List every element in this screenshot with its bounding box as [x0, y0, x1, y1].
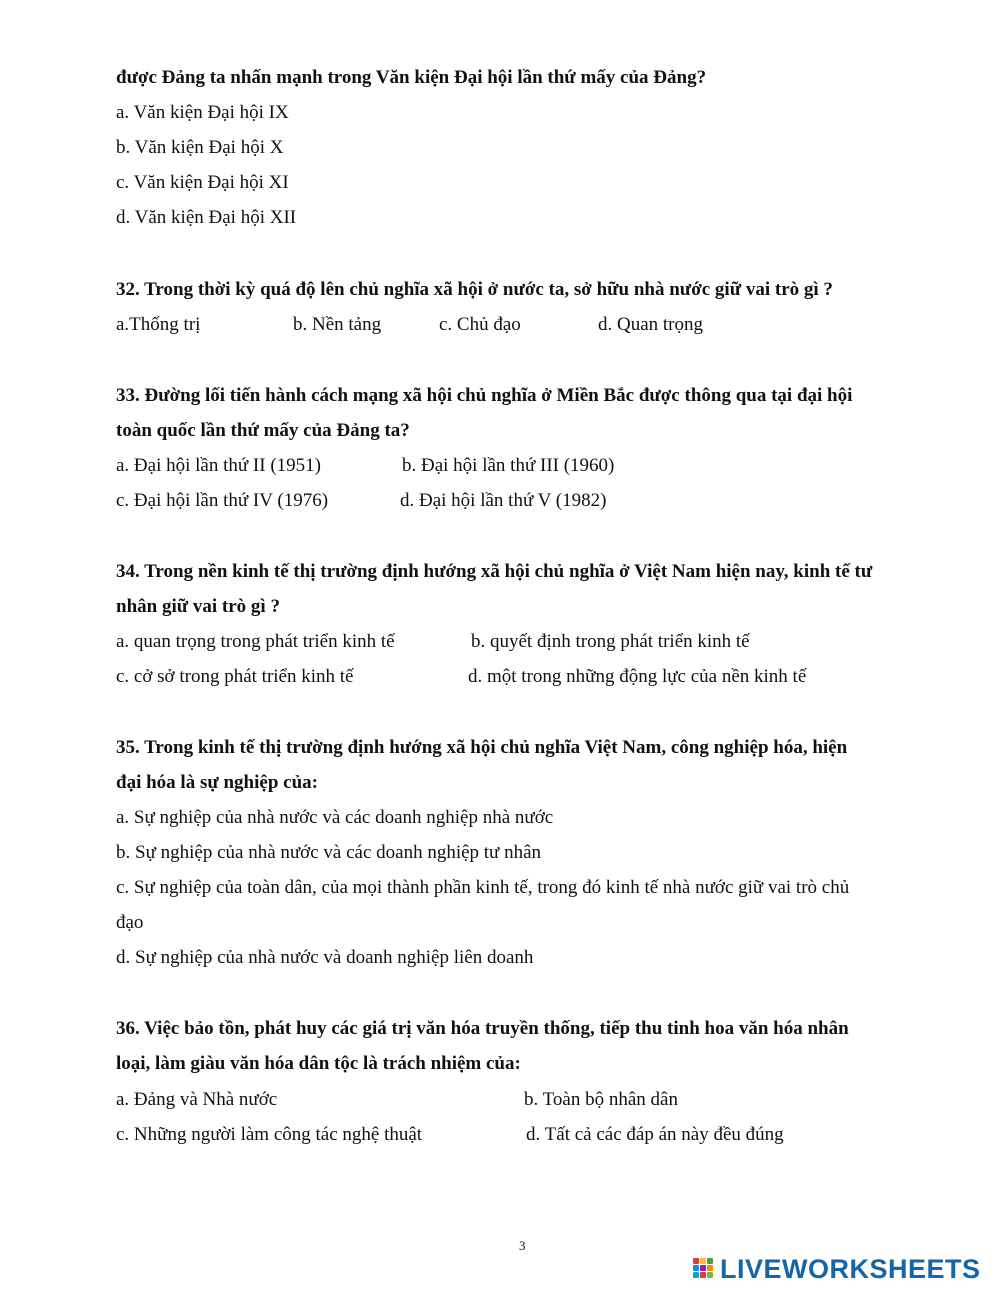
q33-stem-line1: 33. Đường lối tiến hành cách mạng xã hội chủ nghĩa ở Miền Bắc được thông qua tại đại hội	[116, 385, 853, 406]
q31-stem: được Đảng ta nhấn mạnh trong Văn kiện Đại hội lần thứ mấy của Đảng?	[116, 67, 707, 88]
q34-option-c: c. cở sở trong phát triển kinh tế	[116, 666, 354, 687]
q36-option-b: b. Toàn bộ nhân dân	[524, 1089, 678, 1110]
q36-option-a: a. Đảng và Nhà nước	[116, 1089, 278, 1110]
q31-option-c: c. Văn kiện Đại hội XI	[116, 172, 289, 193]
liveworksheets-logo[interactable]	[693, 1254, 981, 1284]
q34-option-d: d. một trong những động lực của nền kinh tế	[468, 666, 807, 687]
q36-stem-line1: 36. Việc bảo tồn, phát huy các giá trị văn hóa truyền thống, tiếp thu tinh hoa văn hóa nhân	[116, 1018, 849, 1039]
q36-option-c: c. Những người làm công tác nghệ thuật	[116, 1124, 423, 1145]
page-number: 3	[519, 1238, 526, 1253]
q32-option-b: b. Nền tảng	[293, 314, 382, 335]
q32-option-d: d. Quan trọng	[598, 314, 704, 335]
q34-stem-line1: 34. Trong nền kinh tế thị trường định hướng xã hội chủ nghĩa ở Việt Nam hiện nay, kinh tế tư	[116, 561, 873, 582]
q32-option-c: c. Chủ đạo	[439, 314, 521, 335]
q31-option-b: b. Văn kiện Đại hội X	[116, 137, 284, 158]
q35-option-a: a. Sự nghiệp của nhà nước và các doanh nghiệp nhà nước	[116, 807, 554, 828]
q36-stem-line2: loại, làm giàu văn hóa dân tộc là trách nhiệm của:	[116, 1053, 521, 1074]
q34-option-b: b. quyết định trong phát triển kinh tế	[471, 631, 750, 652]
q33-option-d: d. Đại hội lần thứ V (1982)	[400, 490, 607, 511]
q35-option-b: b. Sự nghiệp của nhà nước và các doanh nghiệp tư nhân	[116, 842, 542, 863]
q33-option-a: a. Đại hội lần thứ II (1951)	[116, 455, 321, 476]
q35-stem-line1: 35. Trong kinh tế thị trường định hướng xã hội chủ nghĩa Việt Nam, công nghiệp hóa, hiện	[116, 737, 848, 758]
logo-text: LIVEWORKSHEETS	[720, 1253, 981, 1284]
q36-option-d: d. Tất cả các đáp án này đều đúng	[526, 1124, 784, 1145]
q35-option-c-line2: đạo	[116, 912, 144, 933]
q32-option-a: a.Thống trị	[116, 314, 201, 335]
q33-option-b: b. Đại hội lần thứ III (1960)	[402, 455, 615, 476]
q35-stem-line2: đại hóa là sự nghiệp của:	[116, 772, 318, 793]
q34-stem-line2: nhân giữ vai trò gì ?	[116, 596, 280, 617]
q33-stem-line2: toàn quốc lần thứ mấy của Đảng ta?	[116, 420, 410, 441]
q35-option-c-line1: c. Sự nghiệp của toàn dân, của mọi thành phần kinh tế, trong đó kinh tế nhà nước giữ vai trò chủ	[116, 877, 850, 898]
q34-option-a: a. quan trọng trong phát triển kinh tế	[116, 631, 395, 652]
liveworksheets-grid-icon	[693, 1258, 715, 1280]
q31-option-a: a. Văn kiện Đại hội IX	[116, 102, 289, 123]
q35-option-d: d. Sự nghiệp của nhà nước và doanh nghiệp liên doanh	[116, 947, 534, 968]
q32-stem: 32. Trong thời kỳ quá độ lên chủ nghĩa xã hội ở nước ta, sở hữu nhà nước giữ vai trò gì ?	[116, 279, 833, 300]
q31-option-d: d. Văn kiện Đại hội XII	[116, 207, 297, 228]
q33-option-c: c. Đại hội lần thứ IV (1976)	[116, 490, 329, 511]
